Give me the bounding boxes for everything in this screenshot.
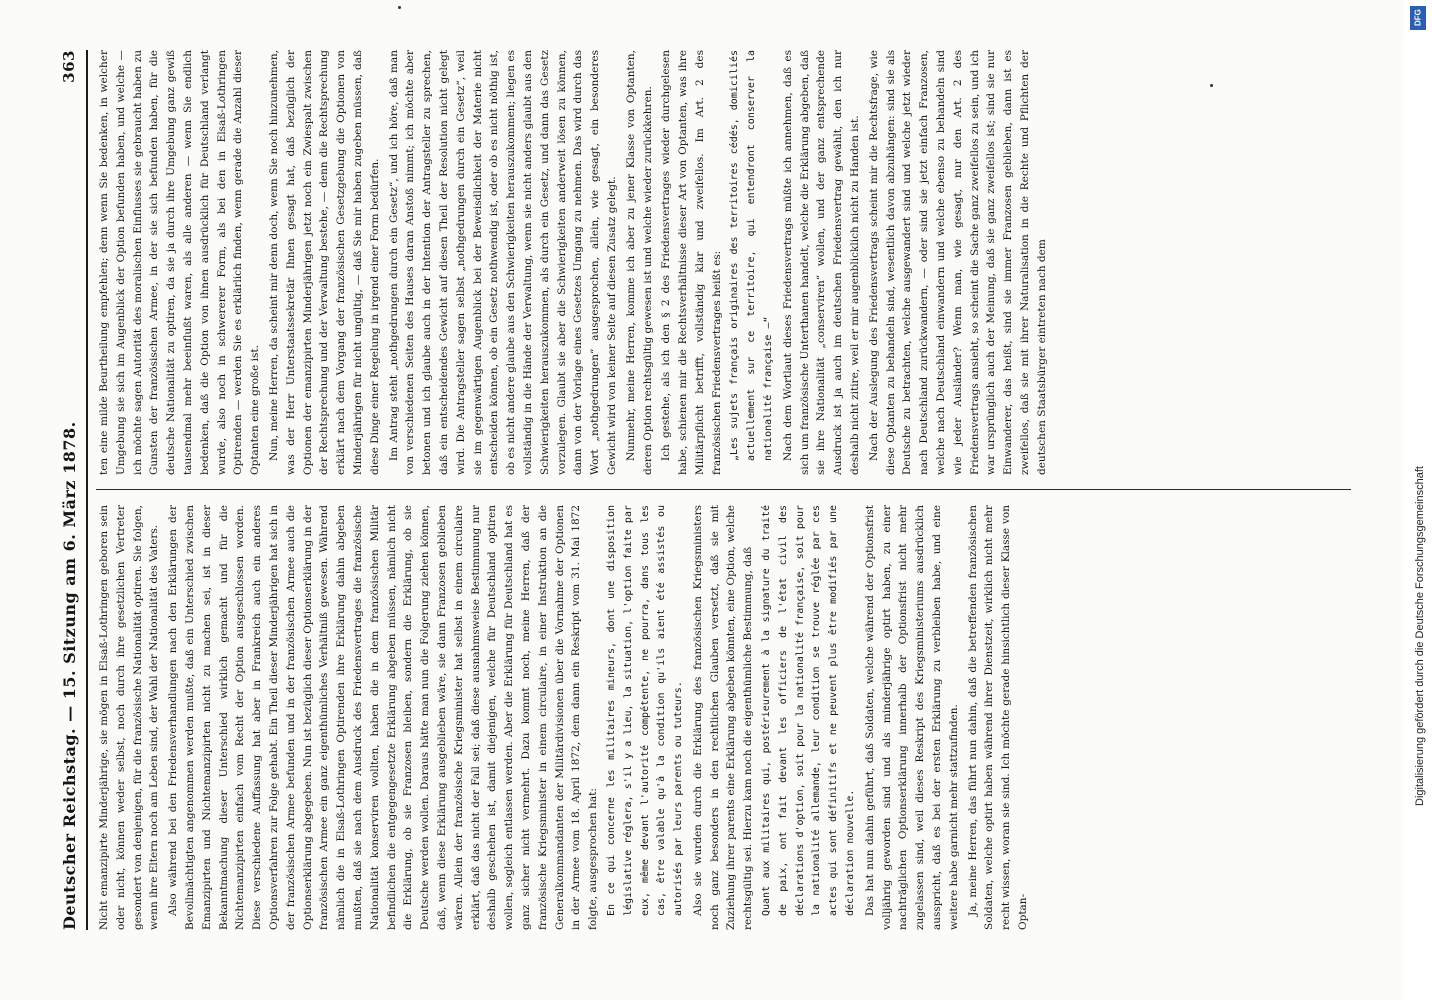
paragraph: Nach der Auslegung des Friedensvertrags scheint mir die Rechtsfrage, wie diese Optanten zu behandeln sind, wesentlich davon abzuhängen: sind sie als Deutsche zu betrachten, welche ausgewandert sind und welche jetzt wieder nach Deutschland zurückwandern, — oder sind sie jetzt einfach Franzosen, welche nach Deutschland einwandern und welche ebenso zu behandeln sind wie jeder Ausländer? Wenn man, wie gesagt, nur den Art. 2 des Friedensvertrags ansieht, so scheint die Sache ganz zweifellos zu sein, und ich war ursprünglich auch der Meinung, daß sie ganz zweifellos ist; sind sie nur Einwanderer, das heißt, sind sie immer Franzosen geblieben, dann ist es zweifellos, daß sie mit ihrer Naturalisation in die Rechte und Pflichten der deutschen Staatsbürger eintreten nach dem — [867, 50, 1048, 475]
column-divider — [96, 489, 1351, 490]
dfg-logo: DFG — [1410, 6, 1426, 30]
scan-speck — [398, 6, 401, 9]
digitization-credit: Digitalisierung gefördert durch die Deutsche Forschungsgemeinschaft — [1414, 466, 1426, 806]
paragraph: Nunmehr, meine Herren, komme ich aber zu jener Klasse von Optanten, deren Option rechtsgültig gewesen ist und welche wieder zurückkehren. — [624, 50, 654, 475]
paragraph: Nicht emanzipirte Minderjährige, sie mögen in Elsaß-Lothringen geboren sein oder nicht, können weder selbst, noch durch ihre gesetzlichen Vertreter gesondert von denjenigen, für die französische Nationalität optiren. Sie folgen, wenn ihre Eltern noch am Leben sind, der Wahl der Nationalität des Vaters. — [98, 505, 161, 930]
left-column — [96, 505, 1356, 930]
paragraph: Also während bei den Friedensverhandlungen nach den Erklärungen der Bevollmächtigten angenommen werden mußte, daß ein Unterschied zwischen Emanzipirten und Nichtemanzipirten nicht zu machen sei, ist in dieser Bekanntmachung dieser Unterschied wirklich gemacht und für die Nichtemanzipirten einfach vom Recht der Option ausgeschlossen worden. Diese verschiedene Auffassung hat aber in Frankreich auch ein anderes Optionsverfahren zur Folge gehabt. Ein Theil dieser Minderjährigen hat sich in der französischen Armee befunden und in der französischen Armee auch die Optionserklärung abgegeben. Nun ist bezüglich dieser Optionserklärung in der französischen Armee ein ganz eigenthümliches Verhältniß gewesen. Während nämlich die in Elsaß-Lothringen Optirenden ihre Erklärung dahin abgeben mußten, daß sie nach dem Ausdruck des Friedensvertrages die französische Nationalität konserviren wollten, haben die in dem französischen Militär befindlichen die entgegengesetzte Erklärung abgeben müssen, nämlich nicht die Erklärung, ob sie Franzosen bleiben, sondern die Erklärung, ob sie Deutsche werden wollen. Daraus hätte man nun die Folgerung ziehen können, daß, wenn diese Erklärung ausgeblieben wäre, sie dann Franzosen geblieben wären. Allein der französische Kriegsminister hat selbst in einem circulaire erklärt, daß das nicht der Fall sei; daß diese ausnahmsweise Bestimmung nur deshalb geschehen ist, damit diejenigen, welche für Deutschland optiren wollen, sogleich entlassen werden. Aber die Erklärung für Deutschland hat es ganz sicher nicht vermehrt. Dazu kommt noch, meine Herren, daß der französische Kriegsminister in einem circulaire, in einer Instruktion an die Generalkommandanten der Militärdivisionen über die Vornahme der Optionen in der Armee vom 18. April 1872, dem dann ein Reskript vom 31. Mai 1872 folgte, ausgesprochen hat: — [167, 505, 600, 930]
scan-speck — [1210, 84, 1213, 87]
paragraph: Im Antrag steht „nothgedrungen durch ein Gesetz“, und ich höre, daß man von verschiedenen Seiten des Hauses daran Anstoß nimmt; ich möchte aber betonen und ich glaube auch in der Intention der Antragsteller zu sprechen, daß ein entscheidendes Gewicht auf diesen Theil der Resolution nicht gelegt wird. Die Antragsteller sagen selbst „nothgedrungen durch ein Gesetz“, weil sie im gegenwärtigen Augenblick bei der Beweisdlichkeit der Materie nicht entscheiden können, ob ein Gesetz nothwendig ist, oder ob es nicht nöthig ist, ob es nicht andere glaube aus den Schwierigkeiten herauszukommen; liegen es vollständig in die Hände der Verwaltung, wenn sie nicht anders glaubt aus den Schwierigkeiten herauszukommen, als durch ein Gesetz, und dann das Gesetz vorzulegen. Glaubt sie aber die Schwierigkeiten anderweit lösen zu können, dann von der Vorlage eines Gesetzes Umgang zu nehmen. Das wird durch das Wort „nothgedrungen“ ausgesprochen, allein, wie gesagt, ein besonderes Gewicht wird von keiner Seite auf diesen Zusatz gelegt. — [387, 50, 618, 475]
page-number: 363 — [60, 50, 78, 83]
running-title: Deutscher Reichstag. — 15. Sitzung am 6. März 1878. — [59, 421, 79, 930]
paragraph: Nach dem Wortlaut dieses Friedensvertrags müßte ich annehmen, daß es sich um französische Unterthanen handelt, welche die Erklärung abgeben, daß sie ihre Nationalität „conserviren“ wollen, und der ganz entsprechende Ausdruck ist ja auch im deutschen Friedensvertrag gewählt, den ich nur deshalb nicht zitire, weil er mir augenblicklich nicht zu Handen ist. — [781, 50, 862, 475]
paragraph: Ich gestehe, als ich den § 2 des Friedensvertrages wieder durchgelesen habe, schienen mir die Rechtsverhältnisse dieser Art von Optanten, was ihre Militärpflicht betrifft, vollständig klar und zweifellos. Im Art. 2 des französischen Friedensvertrages heißt es: — [660, 50, 723, 475]
french-quote: Quant aux militaires qui, postérieurement à la signature du traité de paix, ont fait devant les officiers de l'état civil des déclarations d'option, soit pour la nationalité française, soit pour la nationalité allemande, leur condition se trouve réglée par ces actes qui sont définitifs et ne peuvent plus être modifiés par une déclaration nouvelle. — [761, 505, 857, 916]
right-column — [96, 50, 1356, 475]
paragraph: ten eine milde Beurtheilung empfehlen; denn wenn Sie bedenken, in welcher Umgebung sie sich im Augenblick der Option befunden haben, und welche — ich möchte sagen Autorität des moralischen Einflusses sie gebraucht haben zu Gunsten der französischen Armee, in der sie sich befunden haben, für die deutsche Nationalität zu optiren, da sie ja durch ihre Umgebung ganz gewiß tausendmal mehr beeinflußt waren, als alle anderen — wenn Sie endlich bedenken, daß die Option von ihnen ausdrücklich für Deutschland verlangt wurde, also noch in schwererer Form, als bei den in Elsaß-Lothringen Optirenden — werden Sie es erklärlich finden, wenn gerade die Anzahl dieser Optanten eine große ist. — [98, 50, 262, 475]
page-header — [52, 50, 88, 930]
paragraph: Also sie wurden durch die Erklärung des französischen Kriegsministers noch ganz besonders in den rechtlichen Glauben versetzt, daß sie mit Zuziehung ihrer parents eine Erklärung abgeben könnten, eine Option, welche rechtsgültig sei. Hierzu kam noch die eigenthümliche Bestimmung, daß — [691, 505, 755, 930]
french-quote: En ce qui concerne les militaires mineurs, dont une disposition législative réglera, s'il y a lieu, la situation, l'option faite par eux, même devant l'autorité compétente, ne pourra, dans tous les cas, être valable qu'à la condition qu'ils aient été assistés ou autorisés par leurs parents ou tuteurs. — [605, 505, 685, 916]
paragraph: Das hat nun dahin geführt, daß Soldaten, welche während der Optionsfrist volljährig geworden sind und als minderjährige optirt haben, zu einer nachträglichen Optionserklärung innerhalb der Optionsfrist nicht mehr zugelassen sind, weil dieses Reskript des Kriegsministeriums ausdrücklich ausspricht, daß es bei der ersten Erklärung zu verbleiben habe, und eine weitere habe garnicht mehr stattzufinden. — [863, 505, 960, 930]
french-quote: „Les sujets français originaires des territoires cédés, domiciliés actuellement sur ce territoire, qui entendront conserver la nationalité française —“ — [729, 50, 775, 461]
credit-strip — [1404, 0, 1432, 1000]
paragraph: Nun, meine Herren, da scheint mir denn doch, wenn Sie noch hinzunehmen, was der Herr Unterstaatssekretär Ihnen gesagt hat, daß bezüglich der Optionen der emanzipirten Minderjährigen jetzt noch ein Zwiespalt zwischen der Rechtsprechung und der Verwaltung bestehe, — denn die Rechtsprechung erklärt nach dem Vorgang der französischen Gesetzgebung die Optionen von Minderjährigen für nicht ungültig, — daß Sie mir haben zugeben müssen, daß diese Dinge einer Regelung in irgend einer Form bedürfen. — [267, 50, 381, 475]
paragraph: Ja, meine Herren, das führt nun dahin, daß die betreffenden französischen Soldaten, welche optirt haben während ihrer Dienstzeit, wirklich nicht mehr recht wissen, woran sie sind. Ich möchte gerade hinsichtlich dieser Klasse von Optan- — [966, 505, 1030, 930]
